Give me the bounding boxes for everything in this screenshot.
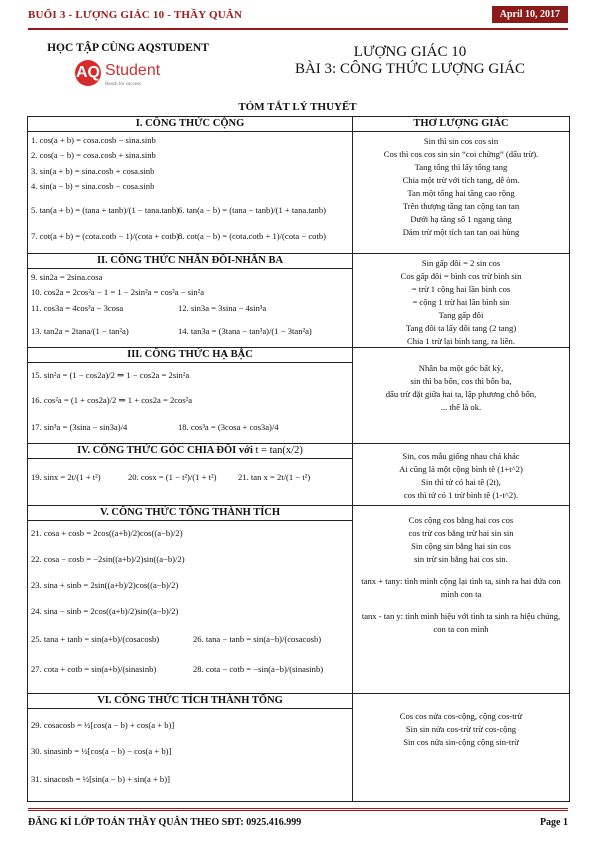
formula: 8. cot(a − b) = (cota.cotb + 1)/(cota − cotb) — [178, 231, 326, 241]
lesson-title — [280, 44, 540, 78]
poem-column — [353, 117, 569, 253]
poem-column — [353, 444, 569, 506]
formula: 24. sina − sinb = 2cos((a+b)/2)sin((a−b)/2) — [31, 606, 179, 616]
poem-column — [353, 348, 569, 444]
formula: 2. cos(a − b) = cosa.cosb + sina.sinb — [31, 150, 156, 160]
poem-text: Sin gấp đôi = 2 sin cos Cos gấp đôi = bình cos trừ bình sin = trừ 1 cộng hai lần bình cos = cộng 1 trừ hai lần bình sin Tang gấp đôi Tang đôi ta lấy đôi tang (2 tang) Chia 1 trừ lại bình tang, ra liền. — [400, 258, 522, 346]
formula: 21. cosa + cosb = 2cos((a+b)/2)cos((a−b)/2) — [31, 528, 183, 538]
formula: 31. sinacosb = ½[sin(a − b) + sin(a + b)] — [31, 774, 170, 784]
formula: 3. sin(a + b) = sina.cosb + cosa.sinb — [31, 166, 155, 176]
section-title: II. CÔNG THỨC NHÂN ĐÔI-NHÂN BA — [28, 254, 352, 269]
section-title: I. CÔNG THỨC CỘNG — [28, 117, 352, 132]
formula-column — [28, 444, 353, 506]
poem-text: Sin thì sin cos cos sin Cos thì cos cos sin sin “coi chừng” (dấu trừ). Tang tổng thì lấy tổng tang Chia một trừ với tích tang, dễ òm. Tan một tổng hai tầng cao rộng Trên thượng tầng tan cộng tan tan Dưới hạ tầng số 1 ngang tàng Dám trừ một tích tan tan oai hùng — [383, 136, 539, 237]
formula: 21. tan x = 2t/(1 − t²) — [238, 472, 311, 482]
title-line-1: LƯỢNG GIÁC 10 — [353, 44, 467, 60]
summary-heading: TÓM TẮT LÝ THUYẾT — [238, 101, 357, 113]
formula: 5. tan(a + b) = (tana + tanb)/(1 − tana.tanb) — [31, 205, 179, 215]
logo-tagline: Reach for success — [105, 82, 141, 87]
formula: 16. cos²a = (1 + cos2a)/2 ⇒ 1 + cos2a = 2cos²a — [31, 395, 193, 405]
formula: 10. cos2a = 2cos²a − 1 = 1 − 2sin²a = cos²a − sin²a — [31, 287, 205, 297]
formula: 20. cosx = (1 − t²)/(1 + t²) — [128, 472, 217, 482]
formula: 13. tan2a = 2tana/(1 − tan²a) — [31, 326, 129, 336]
poem-text: Sin, cos mẫu giống nhau chả khác Ai cũng là một cộng bình tê (1+t^2) Sin thì tử có hai tê (2t), cos thì tử có 1 trừ bình tê (1-t^2). — [399, 451, 523, 500]
course-title: BUỔI 3 - LƯỢNG GIÁC 10 - THẦY QUÂN — [28, 9, 243, 21]
formula: 25. tana + tanb = sin(a+b)/(cosacosb) — [31, 634, 160, 644]
formula: 30. sinasinb = ½[cos(a − b) − cos(a + b)] — [31, 746, 172, 756]
page-header — [28, 6, 568, 30]
formula-column — [28, 348, 353, 444]
aqstudent-logo — [73, 60, 183, 92]
section-row — [28, 693, 569, 802]
section-row — [28, 443, 569, 506]
formula: 28. cota − cotb = −sin(a−b)/(sinasinb) — [193, 664, 324, 674]
section-title: VI. CÔNG THỨC TÍCH THÀNH TỔNG — [28, 694, 352, 709]
formula: 1. cos(a + b) = cosa.cosb − sina.sinb — [31, 135, 156, 145]
formula-table — [27, 116, 570, 802]
section-title: V. CÔNG THỨC TỔNG THÀNH TÍCH — [28, 506, 352, 521]
formula: 12. sin3a = 3sina − 4sin³a — [178, 303, 267, 313]
page-footer — [28, 808, 568, 828]
poem-column — [353, 254, 569, 348]
poem-text: Cos cộng cos bằng hai cos cos cos trừ cos bằng trừ hai sin sin Sin cộng sin bằng hai sin cos sin trừ sin bằng hai cos sin. tanx + tany: tình mình cộng lại tình ta, sinh ra hai đứa con mình con ta tanx - tan y: tình mình hiệu với tình ta sinh ra hiệu chúng, con ta con mình — [361, 515, 561, 634]
logo-word: Student — [105, 62, 161, 79]
poem-text: Nhân ba một góc bất kỳ, sin thì ba bốn, cos thì bốn ba, dấu trừ đặt giữa hai ta, lập phương chỗ bốn, ... thế là ok. — [385, 363, 537, 412]
section-title: IV. CÔNG THỨC GÓC CHIA ĐÔI với t = tan(x/2) — [28, 444, 352, 459]
formula-column — [28, 506, 353, 694]
formula: 23. sina + sinb = 2sin((a+b)/2)cos((a−b)/2) — [31, 580, 179, 590]
formula: 26. tana − tanb = sin(a−b)/(cosacosb) — [193, 634, 322, 644]
formula: 17. sin³a = (3sina − sin3a)/4 — [31, 422, 128, 432]
formula-column — [28, 254, 353, 348]
brand-slogan: HỌC TẬP CÙNG AQSTUDENT — [47, 42, 209, 54]
formula: 22. cosa − cosb = −2sin((a+b)/2)sin((a−b)/2) — [31, 554, 185, 564]
formula: 15. sin²a = (1 − cos2a)/2 ⇒ 1 − cos2a = 2sin²a — [31, 370, 190, 380]
section-title: III. CÔNG THỨC HẠ BẬC — [28, 348, 352, 363]
formula: 9. sin2a = 2sina.cosa — [31, 272, 103, 282]
formula: 6. tan(a − b) = (tana − tanb)/(1 + tana.tanb) — [178, 205, 326, 215]
formula: 29. cosacosb = ½[cos(a − b) + cos(a + b)] — [31, 720, 175, 730]
section-row — [28, 253, 569, 348]
title-line-2: BÀI 3: CÔNG THỨC LƯỢNG GIÁC — [294, 61, 526, 77]
poem-text: Cos cos nửa cos-cộng, cộng cos-trừ Sin sin nửa cos-trừ trừ cos-cộng Sin cos nửa sin-cộng cộng sin-trừ — [399, 711, 523, 747]
section-row — [28, 117, 569, 253]
formula: 14. tan3a = (3tana − tan³a)/(1 − 3tan²a) — [178, 326, 312, 336]
date-badge: April 10, 2017 — [492, 6, 568, 23]
formula: 27. cota + cotb = sin(a+b)/(sinasinb) — [31, 664, 157, 674]
poem-column — [353, 694, 569, 802]
formula: 11. cos3a = 4cos³a − 3cosa — [31, 303, 124, 313]
brand-block — [38, 42, 218, 92]
logo-mark-icon: AQ — [75, 60, 101, 86]
formula-column — [28, 117, 353, 253]
formula: 7. cot(a + b) = (cota.cotb − 1)/(cota + cotb) — [31, 231, 179, 241]
poem-column — [353, 506, 569, 694]
formula: 4. sin(a − b) = sina.cosb − cosa.sinb — [31, 181, 155, 191]
formula: 18. cos³a = (3cosa + cos3a)/4 — [178, 422, 279, 432]
poem-header: THƠ LƯỢNG GIÁC — [353, 117, 569, 132]
formula-column — [28, 694, 353, 802]
section-row — [28, 347, 569, 444]
formula: 19. sinx = 2t/(1 + t²) — [31, 472, 101, 482]
page-number: Page 1 — [539, 817, 568, 828]
contact-text: ĐĂNG KÍ LỚP TOÁN THẦY QUÂN THEO SĐT: 0925.416.999 — [28, 817, 302, 828]
section-row — [28, 505, 569, 694]
